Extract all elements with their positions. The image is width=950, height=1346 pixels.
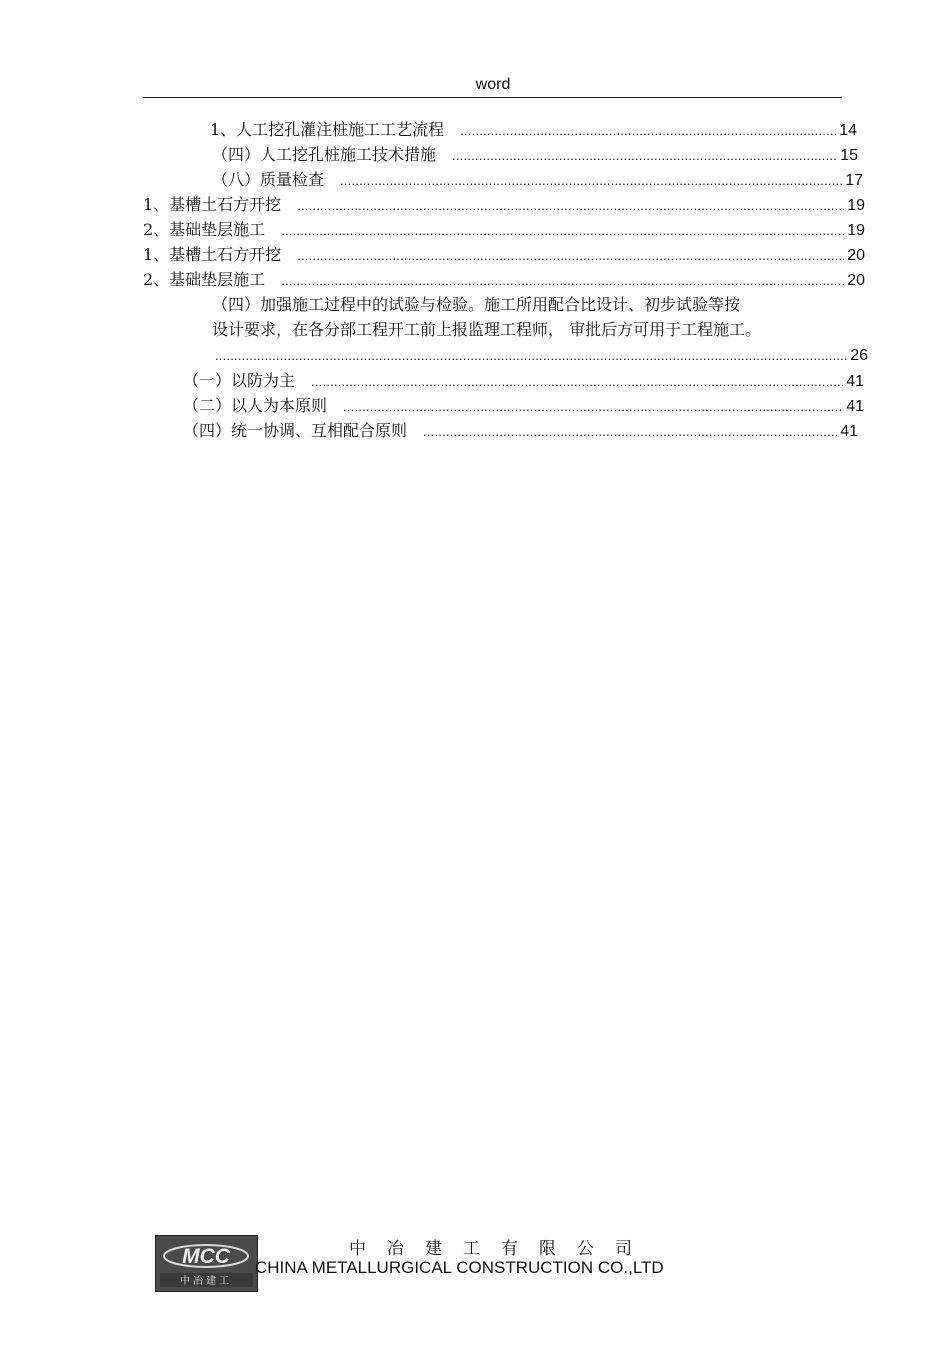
toc-page-number: 19 [847,197,865,214]
footer-company-name-en: CHINA METALLURGICAL CONSTRUCTION CO.,LTD [255,1258,664,1277]
logo-caption-text: 中冶建工 [180,1276,232,1287]
toc-page-number: 41 [840,423,858,440]
toc-page-number: 14 [839,122,857,139]
toc-dot-leader [311,370,843,394]
toc-entry-text: （八）质量检查 [212,170,325,189]
toc-long-entry-line-2[interactable]: 设计要求，在各分部工程开工前上报监理工程师， 审批后方可用于工程施工。 [212,320,762,339]
footer-company-name-cn: 中冶建工有限公司 [349,1239,653,1259]
toc-entry-text: 1、基槽土石方开挖 [143,245,282,264]
toc-entry-text: （四）统一协调、互相配合原则 [183,421,408,440]
toc-entry-text: （一）以防为主 [183,371,296,390]
toc-entry-text: 2、基础垫层施工 [143,220,266,239]
page-header-title: word [475,76,511,93]
toc-dot-leader [215,344,847,368]
toc-entry[interactable] [210,118,857,142]
toc-entry[interactable] [143,268,865,292]
toc-entry[interactable] [143,193,865,217]
toc-page-number: 41 [846,398,864,415]
toc-dot-leader [460,119,836,143]
toc-page-number: 26 [850,347,868,364]
toc-dot-leader [297,244,844,268]
toc-page-number: 17 [845,172,863,189]
toc-dot-leader [423,420,837,444]
toc-entry-text: 1、人工挖孔灌注桩施工工艺流程 [210,120,445,139]
toc-entry-text: （二）以人为本原则 [183,396,328,415]
toc-dot-leader [297,194,844,218]
toc-dot-leader [340,169,842,193]
header-rule [143,97,842,98]
toc-entry[interactable] [183,394,864,418]
toc-entry[interactable] [183,419,858,443]
toc-entry[interactable] [143,218,865,242]
toc-entry-text: （四）人工挖孔桩施工技术措施 [212,145,437,164]
toc-page-number: 20 [847,272,865,289]
toc-entry[interactable] [212,143,858,167]
toc-page-number: 20 [847,247,865,264]
toc-dot-leader [343,395,843,419]
company-logo [155,1235,258,1292]
toc-dot-leader [452,144,837,168]
logo-mark-text: MCC [182,1245,230,1268]
toc-entry[interactable] [183,369,864,393]
toc-dot-leader [281,269,844,293]
toc-page-number: 41 [846,373,864,390]
toc-entry[interactable] [143,243,865,267]
toc-long-entry-line-1[interactable]: （四）加强施工过程中的试验与检验。施工所用配合比设计、初步试验等按 [212,295,741,314]
toc-entry-text: 2、基础垫层施工 [143,270,266,289]
mcc-logo-mark [156,1236,257,1291]
toc-page-number: 19 [847,222,865,239]
toc-entry[interactable] [212,168,863,192]
toc-entry-text: 1、基槽土石方开挖 [143,195,282,214]
toc-page-number: 15 [840,147,858,164]
toc-entry[interactable] [215,344,868,368]
toc-dot-leader [281,219,844,243]
